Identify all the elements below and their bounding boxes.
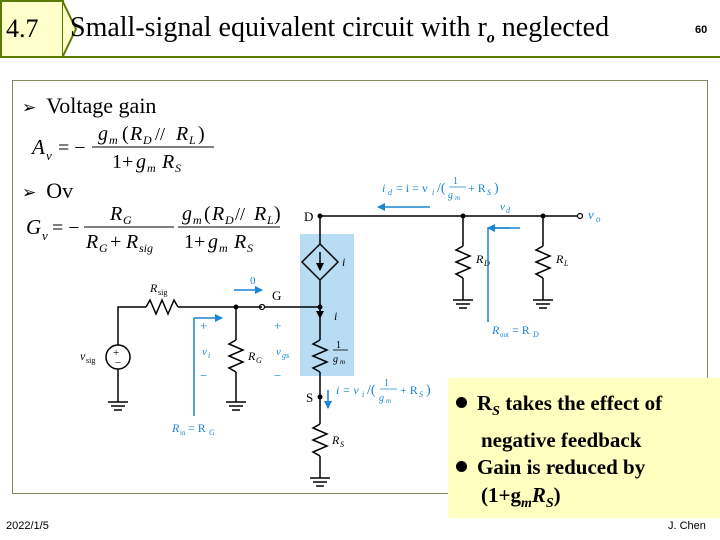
svg-text:D: D [484, 259, 490, 268]
svg-text:g: g [379, 393, 384, 404]
svg-text:R: R [248, 349, 256, 363]
svg-text:= −: = − [58, 137, 86, 159]
svg-text:1: 1 [453, 176, 458, 187]
svg-text:g: g [136, 151, 146, 173]
svg-text:g: g [98, 123, 108, 145]
svg-text:v: v [588, 207, 594, 222]
svg-text:1+: 1+ [184, 231, 206, 253]
svg-text:L: L [564, 259, 569, 268]
bullet-dot-icon [456, 397, 467, 408]
svg-text:i = v: i = v [336, 383, 359, 397]
svg-text:R: R [162, 151, 175, 173]
svg-text:i: i [334, 309, 338, 323]
svg-text:v: v [80, 349, 86, 363]
svg-text:G: G [272, 288, 282, 303]
svg-text:): ) [494, 181, 499, 196]
svg-text:R: R [130, 123, 143, 145]
svg-text:v: v [202, 346, 207, 358]
svg-text:o: o [596, 214, 601, 224]
svg-text:R: R [150, 281, 158, 295]
svg-text:R: R [476, 252, 484, 266]
svg-text:+ R: + R [400, 383, 418, 397]
svg-text:m: m [386, 397, 392, 405]
svg-text:sig: sig [86, 356, 96, 365]
svg-text:D: D [304, 209, 314, 224]
svg-text:v: v [46, 148, 52, 163]
svg-text:m: m [219, 241, 228, 255]
arrow-bullet-icon: ➢ [22, 183, 37, 203]
svg-text:(: ( [204, 203, 211, 225]
svg-text:S: S [306, 390, 314, 405]
svg-text:sig: sig [158, 288, 168, 297]
svg-text:R: R [556, 252, 564, 266]
svg-text:−: − [200, 368, 208, 383]
page-number: 60 [695, 24, 708, 36]
svg-text:−: − [115, 357, 122, 369]
svg-text:D: D [143, 133, 152, 147]
svg-text:gs: gs [282, 351, 290, 360]
svg-text:L: L [267, 213, 274, 227]
svg-text:R: R [492, 323, 500, 337]
svg-text:G: G [123, 213, 132, 227]
note-gain-reduction: Gain is reduced by $(1+g_mR_S)$ [456, 453, 645, 518]
svg-text:sig: sig [139, 241, 154, 255]
footer-author: J. Chen [668, 520, 706, 532]
svg-text:g: g [182, 203, 192, 225]
svg-text:= i = v: = i = v [396, 181, 428, 195]
svg-text:G: G [256, 356, 262, 365]
svg-text:= R: = R [512, 323, 530, 337]
svg-text:): ) [274, 203, 281, 225]
svg-text:R: R [234, 231, 247, 253]
svg-text:S: S [340, 440, 344, 449]
svg-text:m: m [147, 161, 156, 175]
svg-text:1+: 1+ [112, 151, 134, 173]
section-number: 4.7 [6, 14, 39, 43]
bullet-dot-icon [456, 461, 467, 472]
footer-date: 2022/1/5 [6, 520, 49, 532]
svg-text:D: D [533, 330, 539, 339]
svg-text:0: 0 [250, 275, 256, 287]
svg-text:+: + [274, 318, 282, 333]
svg-text:G: G [209, 428, 215, 437]
svg-text:g: g [208, 231, 218, 253]
svg-text:m: m [193, 213, 202, 227]
svg-text:v: v [500, 201, 505, 213]
svg-text:A: A [32, 135, 45, 159]
svg-text:G: G [99, 241, 108, 255]
svg-text:G: G [26, 215, 42, 239]
svg-text:i: i [432, 188, 435, 197]
bullet-voltage-gain: ➢ Voltage gain [22, 93, 157, 118]
svg-text:g: g [333, 354, 338, 365]
slide-title: Small-signal equivalent circuit with $r_o$ neglected [70, 12, 610, 47]
svg-text:v: v [42, 228, 48, 243]
svg-text:i: i [362, 390, 365, 399]
svg-text://: // [235, 204, 246, 224]
svg-text:i: i [208, 351, 211, 360]
svg-text:d: d [506, 206, 510, 215]
svg-text:S: S [175, 161, 181, 175]
svg-text://: // [155, 124, 166, 144]
svg-text:+: + [200, 318, 208, 333]
svg-text:R: R [332, 433, 340, 447]
svg-text:R: R [254, 203, 267, 225]
svg-text:i: i [342, 255, 346, 269]
svg-text:R: R [110, 203, 123, 225]
note-feedback: $R_S$ takes the effect of negative feedback [456, 389, 662, 454]
svg-text:= R: = R [188, 421, 206, 435]
svg-text:+: + [110, 231, 122, 253]
svg-text:): ) [426, 383, 431, 398]
svg-text:i: i [382, 181, 386, 195]
svg-text:g: g [448, 190, 453, 201]
svg-text:/(: /( [437, 181, 446, 196]
bullet-overall-gain: ➢ Ov [22, 178, 74, 203]
svg-text:m: m [455, 194, 461, 202]
svg-text:= −: = − [52, 217, 80, 239]
svg-text:R: R [86, 231, 99, 253]
svg-text:1: 1 [384, 378, 389, 389]
svg-text:(: ( [122, 123, 129, 145]
svg-text:S: S [487, 188, 491, 197]
svg-text:R: R [212, 203, 225, 225]
svg-text:/(: /( [367, 383, 376, 398]
svg-text:d: d [388, 188, 392, 197]
svg-text:D: D [225, 213, 234, 227]
svg-text:m: m [109, 133, 118, 147]
arrow-bullet-icon: ➢ [22, 98, 37, 118]
svg-text:v: v [276, 346, 281, 358]
svg-text:L: L [189, 133, 196, 147]
svg-text:S: S [419, 390, 423, 399]
svg-text:R: R [126, 231, 139, 253]
svg-text:+ R: + R [468, 181, 486, 195]
svg-text:−: − [274, 368, 282, 383]
svg-text:): ) [198, 123, 205, 145]
svg-text:+: + [113, 347, 120, 359]
svg-text:out: out [500, 331, 509, 339]
svg-text:1: 1 [336, 340, 341, 351]
svg-text:R: R [172, 421, 180, 435]
svg-text:R: R [176, 123, 189, 145]
svg-text:m: m [340, 358, 346, 366]
svg-text:in: in [180, 429, 186, 437]
svg-text:S: S [247, 241, 253, 255]
